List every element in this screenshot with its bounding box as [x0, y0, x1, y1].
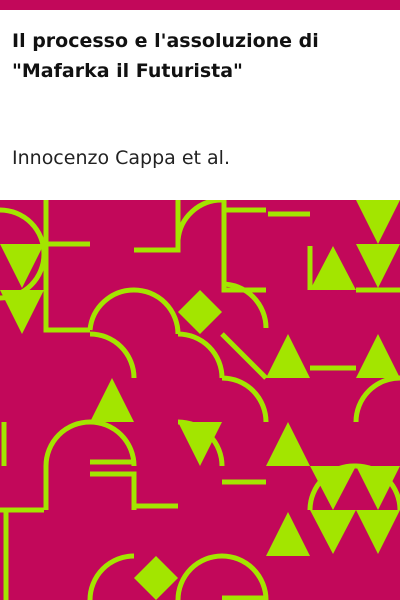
book-author: Innocenzo Cappa et al. — [12, 147, 230, 169]
top-accent-bar — [0, 0, 400, 10]
cover-pattern — [0, 200, 400, 600]
book-title: Il processo e l'assoluzione di "Mafarka il Futurista" — [12, 30, 319, 82]
